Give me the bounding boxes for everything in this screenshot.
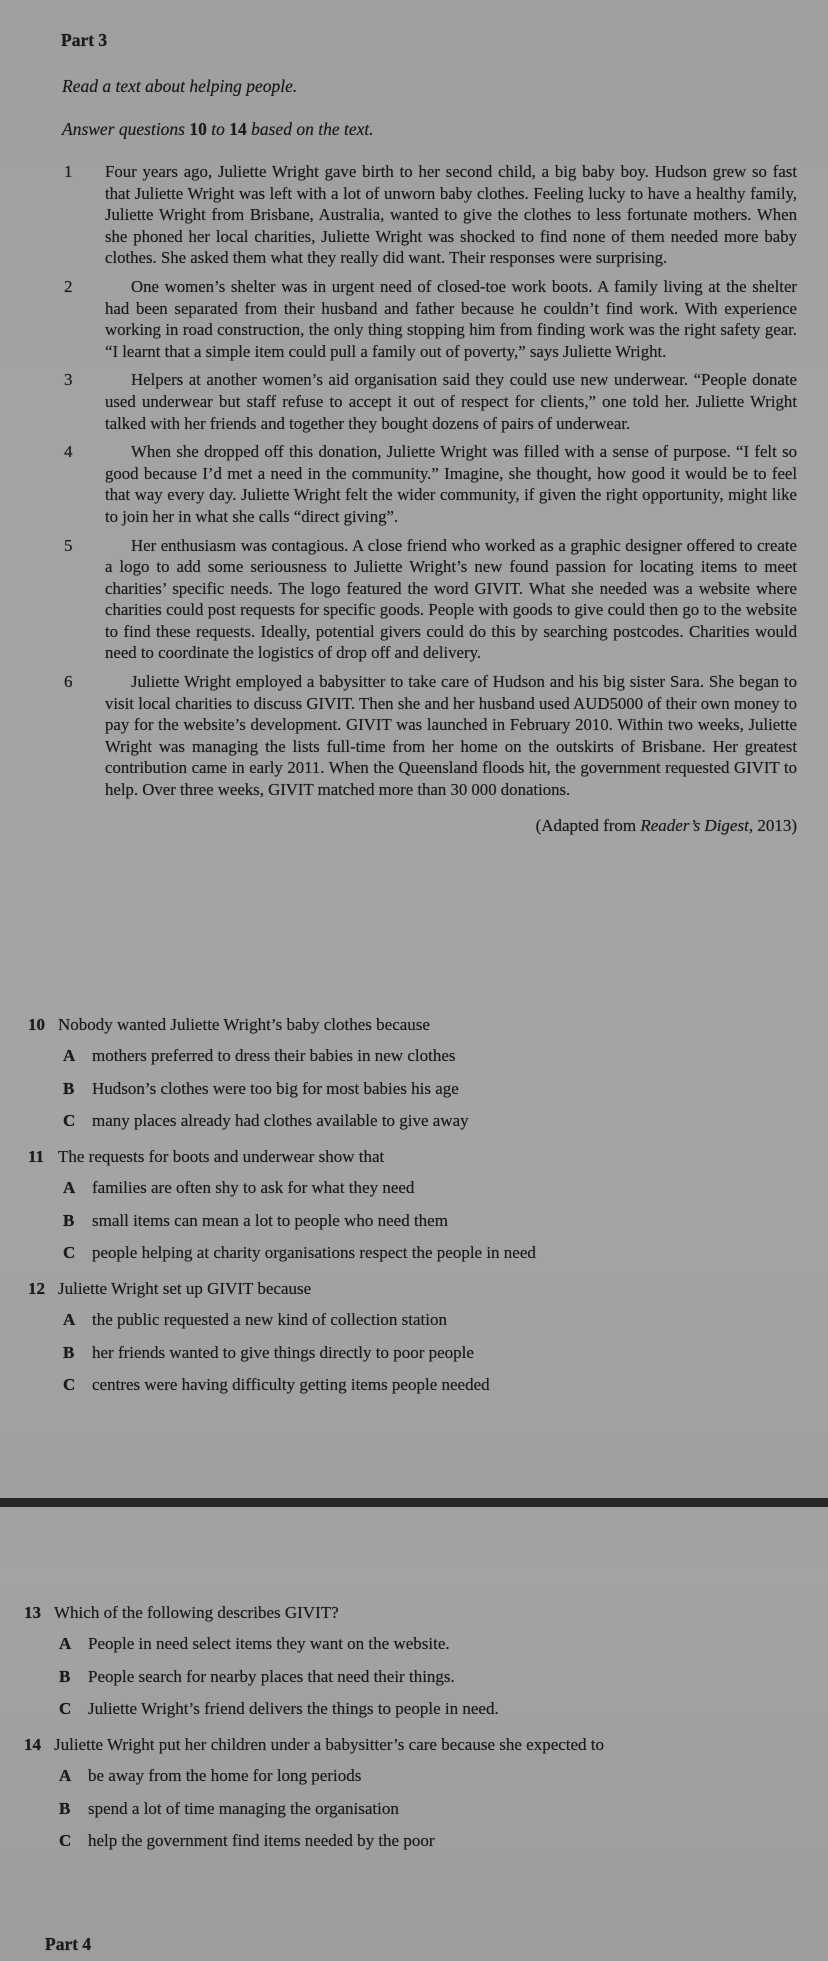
question-10-option-c: [28, 1110, 802, 1132]
option-letter: A: [63, 1046, 76, 1065]
paragraph-text: When she dropped off this donation, Juliette Wright was filled with a sense of purpose. “I felt so good because I’d met a need in the community.” Imagine, she thought, how good it would be to feel that way every day. Juliette Wright felt the wider community, if given the right opportunity, might like to join her in what she calls “direct giving”.: [105, 442, 797, 526]
option-text: be away from the home for long periods: [88, 1766, 362, 1785]
question-number: 14: [24, 1735, 41, 1754]
option-letter: B: [63, 1210, 75, 1230]
question-line: [24, 1602, 798, 1624]
paragraph-text: Juliette Wright employed a babysitter to take care of Hudson and his big sister Sara. She began to visit local charities to discuss GIVIT. Then she and her husband used AUD5000 of their own money to pay for the website’s development. GIVIT was launched in February 2010. Within two weeks, Juliette Wright was managing the lists full-time from her home on the outskirts of Brisbane. Her greatest contribution came in early 2011. When the Queensland floods hit, the government requested GIVIT to help. Over three weeks, GIVIT matched more than 30 000 donations.: [105, 672, 797, 800]
instruction-answer-questions: [62, 119, 374, 140]
passage-paragraph-4: [64, 441, 797, 527]
option-text: many places already had clothes available to give away: [92, 1111, 469, 1130]
question-14-option-c: [24, 1830, 798, 1852]
question-line: [28, 1146, 802, 1168]
option-text: mothers preferred to dress their babies in new clothes: [92, 1046, 456, 1065]
question-12: [28, 1278, 802, 1396]
passage-paragraph-5: [64, 535, 797, 665]
question-number: 13: [24, 1603, 41, 1622]
question-13-option-c: [24, 1698, 798, 1720]
question-number: 12: [28, 1279, 45, 1298]
option-text: spend a lot of time managing the organisation: [88, 1798, 399, 1818]
question-13-option-a: [24, 1633, 798, 1655]
option-letter: C: [63, 1243, 76, 1262]
question-11: [28, 1146, 802, 1264]
paragraph-number: 6: [64, 672, 73, 692]
source-attribution: [64, 815, 797, 837]
passage-paragraph-1: [64, 161, 797, 269]
question-12-option-a: [28, 1309, 802, 1331]
paragraph-number: 4: [64, 442, 73, 462]
option-letter: C: [63, 1111, 76, 1130]
question-text: Nobody wanted Juliette Wright’s baby clothes because: [58, 1015, 430, 1034]
question-10: [28, 1014, 802, 1132]
question-text: Which of the following describes GIVIT?: [54, 1603, 339, 1622]
question-text: Juliette Wright put her children under a babysitter’s care because she expected to: [54, 1735, 605, 1754]
passage-paragraph-2: [64, 276, 797, 362]
option-text: Hudson’s clothes were too big for most babies his age: [92, 1078, 459, 1098]
question-13: [24, 1602, 798, 1720]
paragraph-number: 3: [64, 370, 73, 390]
question-line: [28, 1014, 802, 1036]
option-letter: A: [63, 1310, 76, 1329]
instruction-answer-pre: Answer questions: [62, 119, 185, 139]
option-text: People in need select items they want on the website.: [88, 1634, 450, 1653]
question-10-option-a: [28, 1045, 802, 1067]
question-text: The requests for boots and underwear show that: [58, 1147, 385, 1166]
instruction-answer-post: based on the text.: [251, 119, 374, 139]
part-4-heading: Part 4: [45, 1934, 92, 1954]
option-text: small items can mean a lot to people who need them: [92, 1210, 448, 1230]
question-11-option-b: [28, 1210, 802, 1232]
question-number: 10: [28, 1015, 45, 1034]
question-10-option-b: [28, 1078, 802, 1100]
question-14-option-b: [24, 1798, 798, 1820]
instruction-read-text: Read a text about helping people.: [62, 76, 298, 96]
option-text: help the government find items needed by the poor: [88, 1831, 435, 1850]
option-letter: A: [59, 1766, 72, 1785]
option-text: People search for nearby places that need their things.: [88, 1666, 455, 1686]
question-line: [24, 1734, 798, 1756]
paragraph-text: Helpers at another women’s aid organisation said they could use new underwear. “People donate used underwear but staff refuse to accept it out of respect for clients,” one told her. Juliette Wright talked with her friends and together they bought dozens of pairs of underwear.: [105, 370, 797, 433]
option-text: centres were having difficulty getting items people needed: [92, 1375, 490, 1394]
option-letter: A: [59, 1634, 72, 1653]
paragraph-number: 2: [64, 276, 73, 296]
attribution-source-name: Reader’s Digest: [640, 815, 749, 835]
part-3-heading: Part 3: [61, 30, 108, 50]
question-text: Juliette Wright set up GIVIT because: [58, 1279, 312, 1298]
passage-paragraph-3: [64, 369, 797, 434]
question-13-option-b: [24, 1666, 798, 1688]
attribution-post: , 2013): [748, 815, 797, 835]
attribution-pre: (Adapted from: [535, 815, 637, 835]
question-11-option-c: [28, 1242, 802, 1264]
instruction-answer-num-to: 14: [229, 119, 247, 139]
passage-paragraph-6: [64, 671, 797, 801]
option-letter: C: [63, 1375, 76, 1394]
paragraph-number: 5: [64, 535, 73, 555]
option-letter: B: [63, 1078, 75, 1098]
instruction-answer-mid: to: [211, 119, 225, 139]
question-12-option-b: [28, 1342, 802, 1364]
option-letter: B: [59, 1798, 71, 1818]
question-14: [24, 1734, 798, 1852]
paragraph-number: 1: [64, 162, 73, 181]
question-14-option-a: [24, 1765, 798, 1787]
option-letter: B: [63, 1342, 75, 1362]
instruction-answer-num-from: 10: [189, 119, 207, 139]
option-letter: C: [59, 1831, 72, 1850]
page-break-divider: [0, 1498, 828, 1507]
paragraph-text: One women’s shelter was in urgent need of closed-toe work boots. A family living at the shelter had been separated from their husband and father because he couldn’t find work. With experience working in road construction, the only thing stopping him from finding work was the right safety gear. “I learnt that a simple item could pull a family out of poverty,” says Juliette Wright.: [105, 276, 797, 361]
question-12-option-c: [28, 1374, 802, 1396]
question-11-option-a: [28, 1177, 802, 1199]
option-letter: C: [59, 1699, 72, 1718]
paragraph-text: Her enthusiasm was contagious. A close friend who worked as a graphic designer offered to create a logo to add some seriousness to Juliette Wright’s new found passion for locating items to meet charities’ specific needs. The logo featured the word GIVIT. What she needed was a website where charities could post requests for specific goods. People with goods to give could then go to the website to find these requests. Ideally, potential givers could do this by searching postcodes. Charities would need to coordinate the logistics of drop off and delivery.: [105, 535, 797, 663]
option-text: Juliette Wright’s friend delivers the things to people in need.: [88, 1699, 499, 1718]
paragraph-text: Four years ago, Juliette Wright gave birth to her second child, a big baby boy. Hudson grew so fast that Juliette Wright was left with a lot of unworn baby clothes. Feeling lucky to have a healthy family, Juliette Wright from Brisbane, Australia, wanted to give the clothes to less fortunate mothers. When she phoned her local charities, Juliette Wright was shocked to find none of them needed more baby clothes. She asked them what they really did want. Their responses were surprising.: [105, 162, 797, 268]
option-text: families are often shy to ask for what they need: [92, 1178, 415, 1197]
question-line: [28, 1278, 802, 1300]
option-text: the public requested a new kind of collection station: [92, 1310, 448, 1329]
question-number: 11: [28, 1147, 45, 1166]
option-letter: A: [63, 1178, 76, 1197]
option-text: people helping at charity organisations respect the people in need: [92, 1243, 536, 1262]
option-letter: B: [59, 1666, 71, 1686]
reading-passage: [64, 161, 797, 837]
option-text: her friends wanted to give things directly to poor people: [92, 1342, 474, 1362]
questions-13-to-14: [24, 1602, 798, 1866]
questions-10-to-12: [28, 1014, 802, 1410]
